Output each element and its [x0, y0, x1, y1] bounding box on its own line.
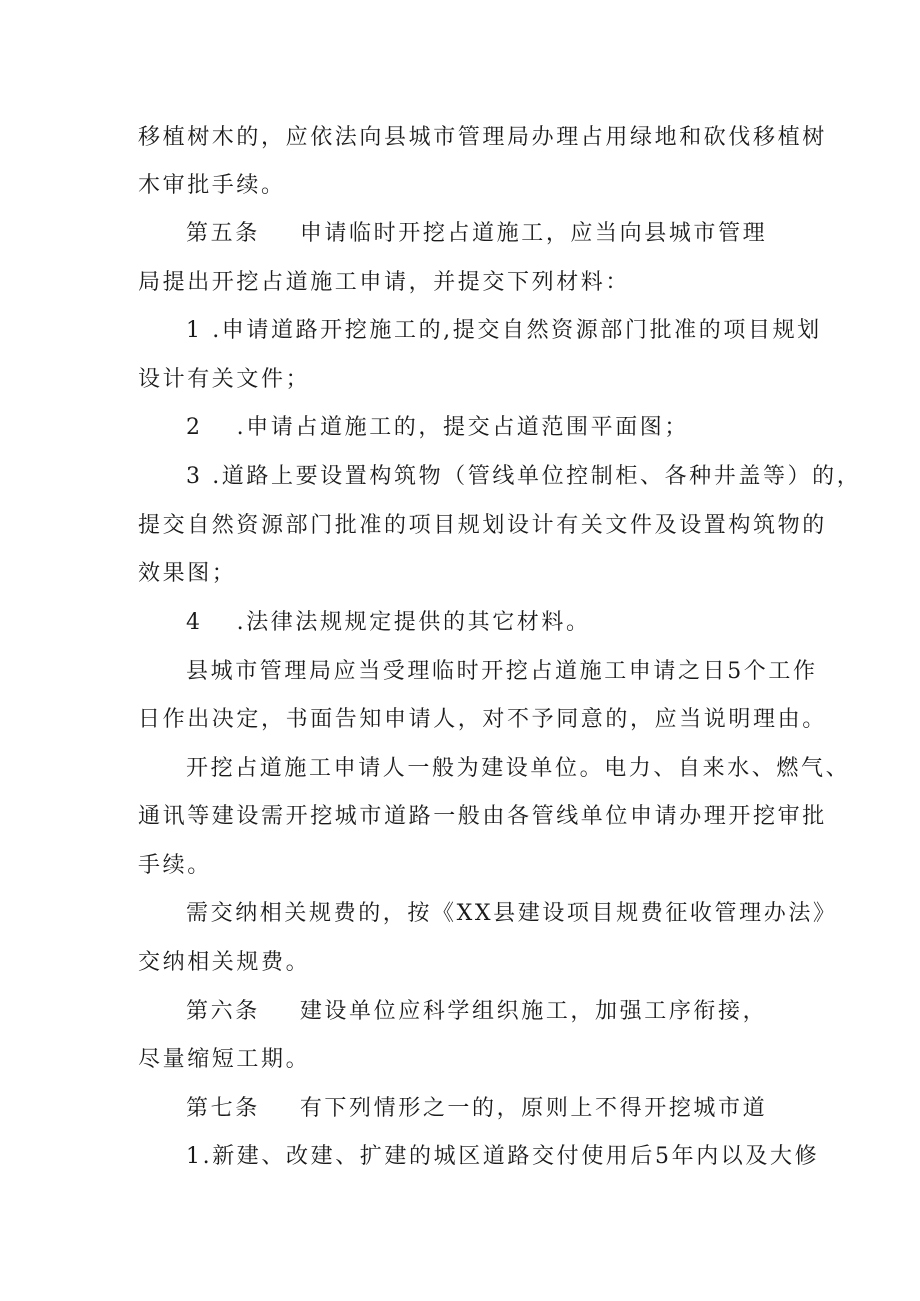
- line-text: 手续。: [138, 853, 212, 878]
- line-text: 建设单位应科学组织施工，加强工序衔接，: [299, 999, 768, 1024]
- paragraph-line: [138, 365, 310, 395]
- article-number: 第五条: [186, 221, 260, 246]
- list-item-1: [186, 1142, 819, 1172]
- line-text: .法律法规规定提供的其它材料。: [236, 610, 591, 635]
- line-text: 局提出开挖占道施工申请，并提交下列材料：: [138, 270, 631, 295]
- line-text: 尽量缩短工期。: [138, 1047, 311, 1072]
- paragraph-line: [138, 123, 827, 153]
- list-item-4: [186, 608, 591, 638]
- paragraph-line: [138, 948, 310, 978]
- line-text: 交纳相关规费。: [138, 950, 311, 975]
- paragraph-line: [138, 511, 827, 541]
- list-item-1: [186, 316, 822, 346]
- article-number: 第七条: [186, 1096, 260, 1121]
- line-text: 3 .道路上要设置构筑物（管线单位控制柜、各种井盖等）的，: [186, 464, 862, 489]
- list-item-2: [186, 413, 689, 443]
- line-text: 开挖占道施工申请人一般为建设单位。电力、自来水、燃气、: [186, 756, 851, 781]
- paragraph-line: [138, 705, 827, 735]
- line-text: 需交纳相关规费的，按《XX县建设项目规费征收管理办法》: [186, 901, 838, 926]
- line-text: 申请临时开挖占道施工，应当向县城市管理: [299, 221, 768, 246]
- line-text: 通讯等建设需开挖城市道路一般由各管线单位申请办理开挖审批: [138, 804, 827, 829]
- paragraph-line: [138, 268, 630, 298]
- article-7-heading: [186, 1094, 767, 1124]
- paragraph-line: [138, 559, 236, 589]
- line-text: 1 .申请道路开挖施工的,提交自然资源部门批准的项目规划: [186, 318, 822, 343]
- paragraph-line: [138, 171, 286, 201]
- paragraph-line: [186, 899, 838, 929]
- line-text: 提交自然资源部门批准的项目规划设计有关文件及设置构筑物的: [138, 513, 827, 538]
- paragraph-line: [138, 1045, 310, 1075]
- line-text: 有下列情形之一的，原则上不得开挖城市道: [299, 1096, 768, 1121]
- line-text: 木审批手续。: [138, 173, 286, 198]
- item-number: 2: [186, 415, 203, 440]
- paragraph-line: [186, 657, 818, 687]
- article-number: 第六条: [186, 999, 260, 1024]
- line-text: .申请占道施工的，提交占道范围平面图；: [236, 415, 690, 440]
- line-text: 移植树木的，应依法向县城市管理局办理占用绿地和砍伐移植树: [138, 125, 827, 150]
- line-text: 县城市管理局应当受理临时开挖占道施工申请之日5个工作: [186, 659, 818, 684]
- article-6-heading: [186, 997, 767, 1027]
- list-item-3: [186, 462, 861, 492]
- line-text: 1.新建、改建、扩建的城区道路交付使用后5年内以及大修: [186, 1144, 820, 1169]
- paragraph-line: [138, 802, 827, 832]
- line-text: 效果图；: [138, 561, 237, 586]
- article-5-heading: [186, 219, 767, 249]
- item-number: 4: [186, 610, 203, 635]
- line-text: 设计有关文件；: [138, 367, 311, 392]
- paragraph-line: [138, 851, 212, 881]
- line-text: 日作出决定，书面告知申请人，对不予同意的，应当说明理由。: [138, 707, 827, 732]
- paragraph-line: [186, 754, 850, 784]
